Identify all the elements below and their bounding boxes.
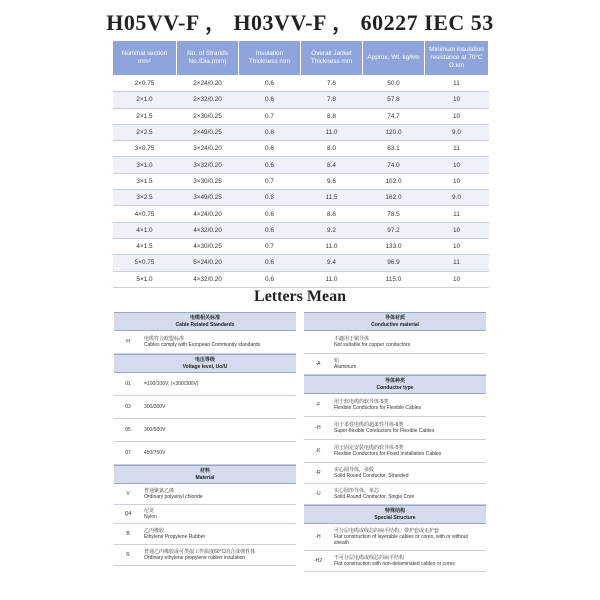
legend-description-cn: 乙丙橡胶 — [144, 527, 165, 534]
table-cell: 0.6 — [239, 222, 301, 238]
legend-row — [114, 505, 296, 524]
table-cell: 7.6 — [301, 76, 363, 92]
legend-description — [142, 426, 296, 434]
spec-table — [112, 40, 489, 288]
header-nominal-section: Nominal section mm² — [113, 41, 177, 76]
spec-table-header-row — [113, 41, 489, 76]
table-cell: 11 — [425, 255, 489, 271]
legend-section-title-cn: 电缆相关标准 — [189, 315, 220, 321]
legend-code: -A — [315, 360, 321, 367]
table-cell: 3×0.75 — [113, 141, 177, 157]
table-cell: 57.8 — [363, 92, 425, 108]
table-cell: 3×49/0.25 — [177, 190, 239, 206]
legend-row — [114, 396, 296, 419]
legend-row — [304, 394, 486, 417]
legend-description — [332, 398, 486, 412]
legend-description-cn: 普通乙丙橡胶或可类似工作温度60°C的合成弹性体 — [144, 548, 256, 555]
legend-description-cn: 尼龙 — [144, 507, 155, 514]
table-row — [113, 124, 489, 140]
table-cell: 10 — [425, 108, 489, 124]
table-cell: 3×32/0.20 — [177, 157, 239, 173]
legend-description-cn: 不可分层电缆或线芯的扁平结构 — [334, 554, 405, 561]
legend-section-title-en: Conductor type — [376, 384, 414, 391]
legend-section-title-en: Cable Related Standards — [175, 321, 235, 328]
table-cell: 7.8 — [301, 92, 363, 108]
legend-description-en: Ordinary ethylene propylene rubber insulation — [144, 555, 246, 561]
legend-section-header — [114, 312, 296, 331]
letters-mean-title: Letters Mean — [254, 288, 346, 305]
legend-section-title-en: Conductive material — [371, 321, 419, 328]
legend-description — [332, 466, 486, 480]
legend-description-en: 300/300V — [144, 403, 166, 410]
table-cell: 120.0 — [363, 124, 425, 140]
table-cell: 10 — [425, 92, 489, 108]
table-cell: 2×1.0 — [113, 92, 177, 108]
table-cell: 4×32/0.20 — [177, 271, 239, 287]
legend-description-en: Solid Round Conductor, Single Core — [334, 494, 415, 500]
table-cell: 0.7 — [239, 173, 301, 189]
table-cell: 3×24/0.20 — [177, 141, 239, 157]
table-cell: 4×1.5 — [113, 238, 177, 254]
table-cell: 74.0 — [363, 157, 425, 173]
table-cell: 11 — [425, 76, 489, 92]
table-cell: 0.6 — [239, 141, 301, 157]
table-cell: 2×30/0.25 — [177, 108, 239, 124]
legend-row — [114, 484, 296, 505]
legend-section-header — [114, 354, 296, 373]
table-cell: 2×1.5 — [113, 108, 177, 124]
table-cell: 162.0 — [363, 190, 425, 206]
table-cell: 8.6 — [301, 206, 363, 222]
header-strands: No. of Strands No./Dia.(mm) — [177, 41, 239, 76]
spec-table-container — [112, 40, 488, 288]
legend-code: R — [126, 551, 130, 558]
table-row — [113, 141, 489, 157]
legend-section-header — [304, 312, 486, 331]
legend-description-en: Nylon — [144, 514, 157, 520]
legend-description — [332, 527, 486, 548]
legend-description — [332, 421, 486, 435]
table-cell: 74.7 — [363, 108, 425, 124]
legend-right-column — [304, 312, 486, 572]
table-cell: 78.5 — [363, 206, 425, 222]
table-cell: 50.0 — [363, 76, 425, 92]
legend-code: -F — [315, 401, 321, 408]
table-cell: 11 — [425, 141, 489, 157]
legend-section-header — [304, 505, 486, 524]
legend-row — [304, 417, 486, 440]
legend-description-en: Flexible Conductors for Fixed Installation Cables — [334, 451, 442, 457]
table-cell: 63.1 — [363, 141, 425, 157]
table-row — [113, 222, 489, 238]
table-cell: 0.7 — [239, 108, 301, 124]
header-approx-weight: Approx. Wt. kg/km — [363, 41, 425, 76]
table-cell: 5×1.0 — [113, 271, 177, 287]
legend-description-en: Cables comply with European Community standards — [144, 342, 261, 348]
legend-section-header — [114, 465, 296, 484]
legend-description — [142, 380, 296, 388]
table-cell: 0.7 — [239, 238, 301, 254]
legend-code: -U — [315, 490, 321, 497]
legend-description — [332, 554, 486, 568]
table-cell: 2×49/0.25 — [177, 124, 239, 140]
legend-code: 07 — [125, 449, 131, 456]
table-row — [113, 157, 489, 173]
legend-description — [332, 335, 486, 349]
table-cell: 4×0.75 — [113, 206, 177, 222]
table-cell: 5×24/0.20 — [177, 255, 239, 271]
legend-description-cn: 用于固定安装电缆的软导体-5类 — [334, 444, 404, 451]
page-title: H05VV-F ， H03VV-F ， 60227 IEC 53 — [106, 10, 494, 35]
legend-row — [304, 463, 486, 484]
legend-code: -H — [315, 533, 321, 540]
legend-code: V — [126, 490, 130, 497]
table-cell: 0.6 — [239, 271, 301, 287]
legend-description-en: Flat construction with non-delaminated cables or cores — [334, 561, 455, 567]
legend-description-en: Ordinary polyvinyl chloride — [144, 494, 203, 500]
legend-code: Q4 — [124, 510, 132, 517]
table-cell: 3×30/0.25 — [177, 173, 239, 189]
table-cell: 0.6 — [239, 255, 301, 271]
legend-description-cn: 用于软电缆的软导体-5类 — [334, 398, 389, 405]
legend-row — [114, 524, 296, 545]
table-cell: 4×30/0.25 — [177, 238, 239, 254]
header-insulation-resistance: Minimum insulation resistance at 70°C Ω.km — [425, 41, 489, 76]
table-cell: 9.4 — [301, 255, 363, 271]
table-cell: 10 — [425, 271, 489, 287]
spec-table-body — [113, 76, 489, 288]
table-cell: 11.5 — [301, 190, 363, 206]
legend-description-en: Super-flexible Conductors for Flexible Cables — [334, 428, 435, 434]
table-cell: 2×2.5 — [113, 124, 177, 140]
table-cell: 4×1.0 — [113, 222, 177, 238]
header-insulation-thickness: Insulation Thickness mm — [239, 41, 301, 76]
table-cell: 9.6 — [301, 173, 363, 189]
legend-code: -K — [315, 447, 321, 454]
legend-description — [332, 487, 486, 501]
table-cell: 3×1.5 — [113, 173, 177, 189]
table-cell: 4×32/0.20 — [177, 222, 239, 238]
legend-code: -H — [315, 424, 321, 431]
table-cell: 2×24/0.20 — [177, 76, 239, 92]
legend-left-column — [114, 312, 296, 566]
legend-row — [304, 524, 486, 551]
legend-description — [142, 548, 296, 562]
legend-description-cn: 铝 — [334, 357, 340, 364]
table-cell: 9.0 — [425, 124, 489, 140]
table-row — [113, 271, 489, 287]
legend-section-title-en: Material — [195, 474, 215, 481]
legend-code: 05 — [125, 426, 131, 433]
table-cell: 4×24/0.20 — [177, 206, 239, 222]
table-cell: 10 — [425, 222, 489, 238]
legend-description-cn: 可分层电缆或线芯的扁平结构，带护套或无护套 — [334, 527, 440, 534]
table-cell: 8.8 — [301, 108, 363, 124]
legend-description-en: Not suitable for copper conductors — [334, 342, 411, 348]
table-cell: 11.0 — [301, 238, 363, 254]
table-cell: 8.4 — [301, 157, 363, 173]
table-cell: 0.6 — [239, 206, 301, 222]
table-row — [113, 206, 489, 222]
table-cell: 0.6 — [239, 157, 301, 173]
legend-row — [304, 440, 486, 463]
legend-code: B — [126, 530, 130, 537]
table-cell: 9.2 — [301, 222, 363, 238]
legend-description-cn: 不適用于铜导体 — [334, 335, 370, 342]
legend-description — [142, 449, 296, 457]
legend-description-en: Ethylene Propylene Rubber — [144, 534, 206, 540]
legend-description-cn: 普通聚氯乙烯 — [144, 487, 175, 494]
legend-code: 01 — [125, 380, 131, 387]
table-cell: 10 — [425, 238, 489, 254]
table-cell: 115.0 — [363, 271, 425, 287]
legend-description — [142, 527, 296, 541]
legend-description — [332, 444, 486, 458]
legend-row — [114, 331, 296, 354]
legend-description-cn: 用于柔性电缆的超柔性导体-6类 — [334, 421, 404, 428]
legend-description — [142, 487, 296, 501]
legend-description-en: Flat construction of layerable cables or cores, with or without sheath — [334, 533, 468, 547]
table-cell: 10 — [425, 157, 489, 173]
legend-description — [142, 403, 296, 411]
legend-code: -H2 — [313, 557, 323, 564]
legend-row — [304, 354, 486, 375]
header-jacket-thickness: Overall Jacket Thickness mm — [301, 41, 363, 76]
legend-section-title-en: Voltage level, Uo/U — [182, 363, 228, 370]
table-cell: 97.2 — [363, 222, 425, 238]
table-row — [113, 190, 489, 206]
legend-section-title-en: Special Structure — [374, 514, 416, 521]
legend-description — [332, 357, 486, 371]
table-cell: 133.0 — [363, 238, 425, 254]
legend-description — [142, 507, 296, 521]
table-cell: 9.0 — [425, 190, 489, 206]
legend-description-cn: 实心圆形导体，单芯 — [334, 487, 380, 494]
table-cell: 8.0 — [301, 141, 363, 157]
table-row — [113, 108, 489, 124]
legend-section-title-cn: 特殊结构 — [384, 508, 405, 514]
table-cell: 0.6 — [239, 76, 301, 92]
legend-description-en: Solid Round Conductor, Stranded — [334, 473, 409, 479]
legend-section-header — [304, 375, 486, 394]
legend-description-en: Aluminum — [334, 364, 357, 370]
legend-code: 03 — [125, 403, 131, 410]
table-row — [113, 92, 489, 108]
legend-section-title-cn: 材料 — [199, 468, 210, 474]
table-row — [113, 238, 489, 254]
legend-code: H — [126, 338, 130, 345]
legend-section-title-cn: 导体材质 — [384, 315, 405, 321]
table-cell: 3×1.0 — [113, 157, 177, 173]
legend-row — [304, 551, 486, 572]
table-cell: 10 — [425, 173, 489, 189]
table-cell: 3×2.5 — [113, 190, 177, 206]
table-cell: 11.0 — [301, 124, 363, 140]
table-cell: 5×0.75 — [113, 255, 177, 271]
table-cell: 11 — [425, 206, 489, 222]
legend-row — [304, 331, 486, 354]
legend-row — [304, 484, 486, 505]
table-cell: 2×32/0.20 — [177, 92, 239, 108]
legend-row — [114, 442, 296, 465]
legend-description — [142, 335, 296, 349]
table-row — [113, 173, 489, 189]
legend-section-title-cn: 电压等级 — [194, 357, 215, 363]
legend-description-en: 450/750V — [144, 449, 166, 456]
table-cell: 96.9 — [363, 255, 425, 271]
table-cell: 102.0 — [363, 173, 425, 189]
table-cell: 2×0.75 — [113, 76, 177, 92]
legend-description-en: Flexible Conductors for Flexible Cables — [334, 405, 421, 411]
table-cell: 0.8 — [239, 190, 301, 206]
legend-row — [114, 545, 296, 566]
table-cell: 11.0 — [301, 271, 363, 287]
legend-section-title-cn: 导体种类 — [384, 378, 405, 384]
legend-row — [114, 419, 296, 442]
legend-code: -R — [315, 469, 321, 476]
legend-row — [114, 373, 296, 396]
legend-description-en: 300/500V — [144, 426, 166, 433]
legend-description-cn: 电缆符合欧盟标准 — [144, 335, 185, 342]
legend-description-cn: 实心圆导体，多股 — [334, 466, 375, 473]
table-cell: 0.6 — [239, 92, 301, 108]
legend-description-en: =100/100V; (<300/300V) — [144, 380, 199, 387]
table-row — [113, 255, 489, 271]
table-cell: 0.8 — [239, 124, 301, 140]
table-row — [113, 76, 489, 92]
